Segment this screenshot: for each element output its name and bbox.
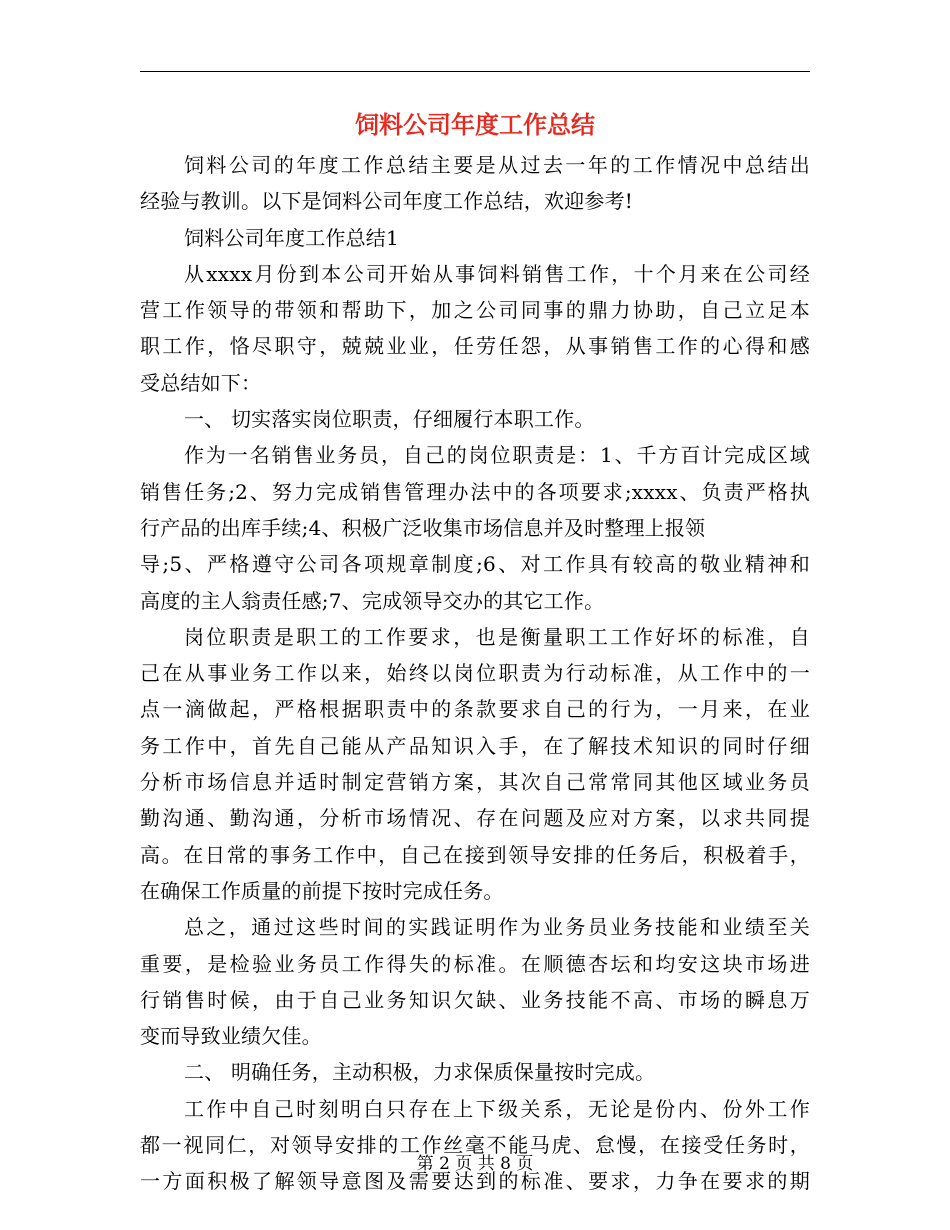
document-body xyxy=(140,147,810,1200)
text-line: 受总结如下： xyxy=(140,370,262,395)
text-line: 总之，通过这些时间的实践证明作为业务员业务技能和业绩至关 xyxy=(184,915,810,940)
page-number-footer: 第 2 页 共 8 页 xyxy=(416,1154,534,1174)
text-line: 在确保工作质量的前提下按时完成任务。 xyxy=(140,878,504,903)
text-line: 岗位职责是职工的工作要求，也是衡量职工工作好坏的标准，自 xyxy=(184,624,810,649)
text-line: 高。在日常的事务工作中，自己在接到领导安排的任务后，积极着手， xyxy=(140,842,810,867)
text-line: 销售任务;2、努力完成销售管理办法中的各项要求;xxxx、负责严格执 xyxy=(140,479,810,504)
text-line: 点一滴做起，严格根据职责中的条款要求自己的行为，一月来，在业 xyxy=(140,697,810,722)
text-line: 变而导致业绩欠佳。 xyxy=(140,1024,322,1049)
text-line: 都一视同仁，对领导安排的工作丝毫不能马虎、怠慢，在接受任务时， xyxy=(140,1133,810,1158)
section-heading: 一、 切实落实岗位职责，仔细履行本职工作。 xyxy=(184,407,595,432)
text-line: 己在从事业务工作以来，始终以岗位职责为行动标准，从工作中的一 xyxy=(140,661,810,686)
text-line: 分析市场信息并适时制定营销方案，其次自己常常同其他区域业务员 xyxy=(140,770,810,795)
text-line: 行销售时候，由于自己业务知识欠缺、业务技能不高、市场的瞬息万 xyxy=(140,987,810,1012)
text-line: 经验与教训。以下是饲料公司年度工作总结，欢迎参考! xyxy=(140,189,634,214)
text-line: 高度的主人翁责任感;7、完成领导交办的其它工作。 xyxy=(140,588,605,613)
text-line: 作为一名销售业务员，自己的岗位职责是：1、千方百计完成区域 xyxy=(184,443,810,468)
text-line: 行产品的出库手续;4、积极广泛收集市场信息并及时整理上报领 xyxy=(140,515,706,540)
header-divider xyxy=(140,71,810,72)
text-line: 重要，是检验业务员工作得失的标准。在顺德杏坛和均安这块市场进 xyxy=(140,951,810,976)
section-heading: 二、 明确任务，主动积极，力求保质保量按时完成。 xyxy=(184,1060,656,1085)
text-line: 一方面积极了解领导意图及需要达到的标准、要求，力争在要求的期 xyxy=(140,1169,810,1194)
document-title: 饲料公司年度工作总结 xyxy=(355,110,595,139)
text-line: 饲料公司的年度工作总结主要是从过去一年的工作情况中总结出 xyxy=(184,153,810,177)
text-line: 导;5、严格遵守公司各项规章制度;6、对工作具有较高的敬业精神和 xyxy=(140,552,810,577)
text-line: 职工作，恪尽职守，兢兢业业，任劳任怨，从事销售工作的心得和感 xyxy=(140,334,810,359)
text-line: 从xxxx月份到本公司开始从事饲料销售工作，十个月来在公司经 xyxy=(184,261,810,286)
text-line: 工作中自己时刻明白只存在上下级关系，无论是份内、份外工作 xyxy=(184,1096,810,1121)
text-line: 务工作中，首先自己能从产品知识入手，在了解技术知识的同时仔细 xyxy=(140,733,810,758)
section-heading: 饲料公司年度工作总结1 xyxy=(184,225,399,250)
text-line: 营工作领导的带领和帮助下，加之公司同事的鼎力协助，自己立足本 xyxy=(140,298,810,323)
text-line: 勤沟通、勤沟通，分析市场情况、存在问题及应对方案，以求共同提 xyxy=(140,806,810,831)
